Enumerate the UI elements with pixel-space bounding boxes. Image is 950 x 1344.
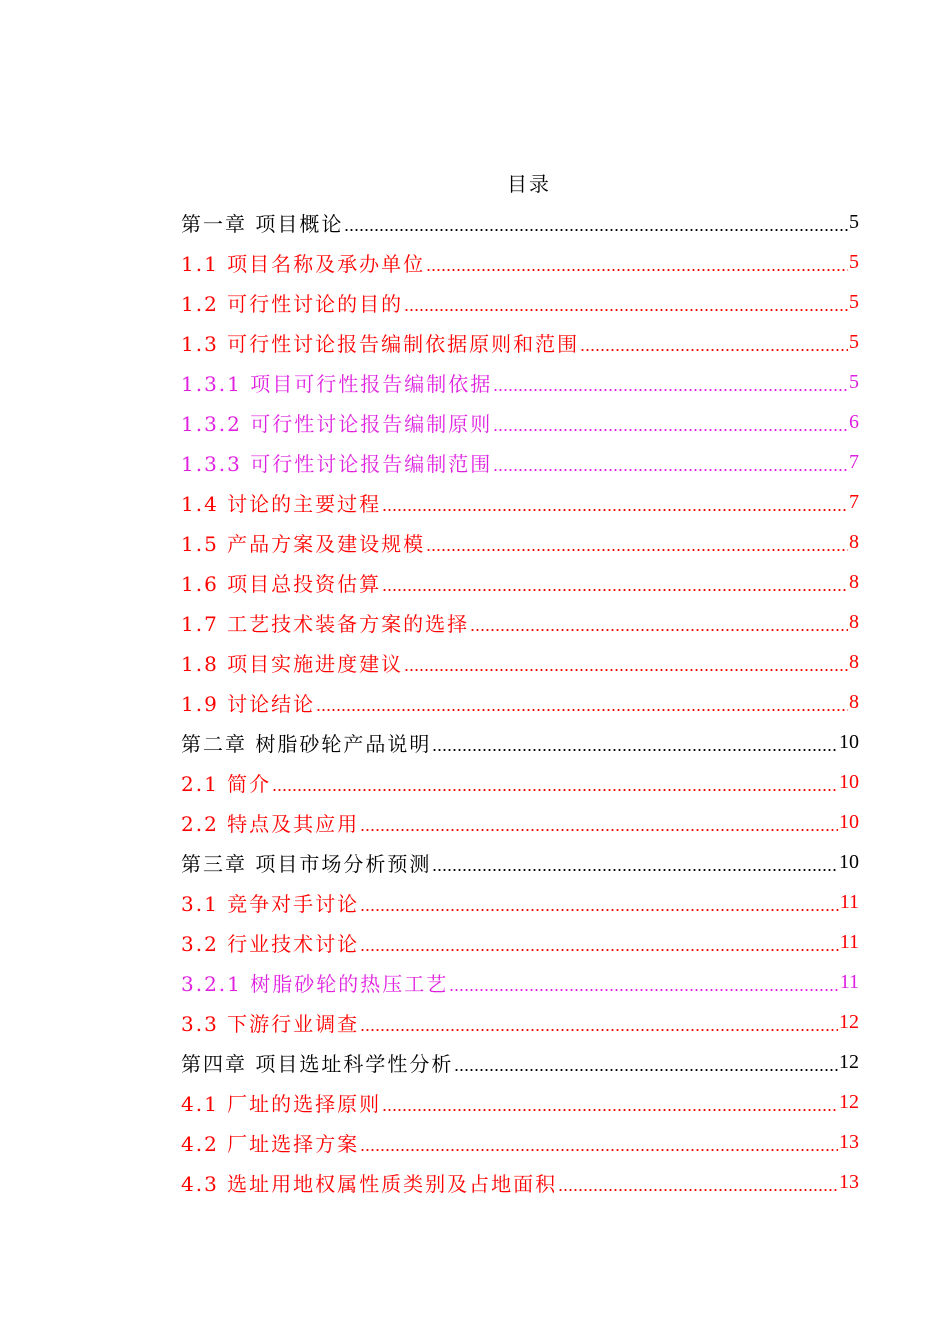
toc-dot-leader [432,732,838,752]
toc-dot-leader [426,252,848,272]
toc-entry[interactable] [181,562,859,602]
toc-page-number: 12 [839,1010,859,1033]
toc-page-number: 8 [849,610,859,633]
toc-entry-label: 4.3 选址用地权属性质类别及占地面积 [181,1171,558,1196]
toc-entry[interactable] [181,682,859,722]
toc-dot-leader [360,1132,838,1152]
toc-entry[interactable] [181,1042,859,1082]
table-of-contents [181,202,859,1202]
toc-entry[interactable] [181,522,859,562]
toc-dot-leader [404,292,848,312]
toc-page-number: 8 [849,570,859,593]
toc-page-number: 5 [849,330,859,353]
toc-dot-leader [432,852,838,872]
toc-entry[interactable] [181,282,859,322]
toc-entry[interactable] [181,962,859,1002]
toc-entry-label: 1.3 可行性讨论报告编制依据原则和范围 [181,331,580,356]
toc-entry-label: 4.1 厂址的选择原则 [181,1091,382,1116]
toc-page-number: 5 [849,250,859,273]
toc-entry[interactable] [181,722,859,762]
toc-page-number: 11 [839,890,859,913]
toc-entry[interactable] [181,802,859,842]
toc-entry-label: 3.2 行业技术讨论 [181,931,360,956]
toc-entry[interactable] [181,482,859,522]
toc-dot-leader [454,1052,838,1072]
toc-entry[interactable] [181,1162,859,1202]
toc-dot-leader [272,772,838,792]
toc-title: 目录 [507,172,551,196]
toc-entry[interactable] [181,762,859,802]
toc-page-number: 12 [839,1090,859,1113]
toc-entry-label: 3.1 竞争对手讨论 [181,891,360,916]
toc-dot-leader [360,1012,838,1032]
toc-entry-label: 第四章 项目选址科学性分析 [181,1051,454,1076]
toc-entry-label: 2.1 简介 [181,771,272,796]
toc-page-number: 5 [849,210,859,233]
toc-page-number: 11 [839,970,859,993]
toc-entry-label: 3.3 下游行业调查 [181,1011,360,1036]
toc-entry-label: 1.3.2 可行性讨论报告编制原则 [181,411,493,436]
toc-page-number: 5 [849,370,859,393]
toc-entry[interactable] [181,1002,859,1042]
toc-dot-leader [449,972,838,992]
toc-entry[interactable] [181,202,859,242]
toc-dot-leader [344,212,848,232]
toc-page-number: 8 [849,530,859,553]
toc-entry-label: 3.2.1 树脂砂轮的热压工艺 [181,971,449,996]
toc-entry[interactable] [181,442,859,482]
toc-entry-label: 1.4 讨论的主要过程 [181,491,382,516]
toc-dot-leader [360,812,838,832]
toc-entry-label: 1.6 项目总投资估算 [181,571,382,596]
toc-page-number: 8 [849,690,859,713]
toc-entry-label: 2.2 特点及其应用 [181,811,360,836]
toc-dot-leader [316,692,848,712]
toc-dot-leader [558,1172,838,1192]
toc-entry-label: 1.9 讨论结论 [181,691,316,716]
toc-entry-label: 1.3.1 项目可行性报告编制依据 [181,371,493,396]
toc-dot-leader [382,572,848,592]
toc-dot-leader [404,652,848,672]
toc-entry[interactable] [181,842,859,882]
toc-entry-label: 1.7 工艺技术装备方案的选择 [181,611,470,636]
toc-entry-label: 第一章 项目概论 [181,211,344,236]
toc-entry[interactable] [181,322,859,362]
toc-dot-leader [493,372,848,392]
toc-entry-label: 第三章 项目市场分析预测 [181,851,432,876]
toc-dot-leader [493,452,848,472]
toc-entry[interactable] [181,922,859,962]
toc-entry[interactable] [181,362,859,402]
toc-page-number: 7 [849,450,859,473]
toc-dot-leader [382,492,848,512]
toc-page-number: 10 [839,810,859,833]
toc-page-number: 13 [839,1130,859,1153]
toc-page-number: 11 [839,930,859,953]
toc-dot-leader [382,1092,838,1112]
toc-entry[interactable] [181,602,859,642]
toc-page-number: 5 [849,290,859,313]
toc-entry[interactable] [181,1122,859,1162]
toc-dot-leader [426,532,848,552]
toc-entry-label: 1.3.3 可行性讨论报告编制范围 [181,451,493,476]
toc-entry[interactable] [181,402,859,442]
toc-dot-leader [470,612,848,632]
toc-entry[interactable] [181,882,859,922]
toc-entry-label: 1.8 项目实施进度建议 [181,651,404,676]
toc-page-number: 6 [849,410,859,433]
toc-page-number: 10 [839,850,859,873]
toc-page-number: 10 [839,770,859,793]
toc-entry-label: 第二章 树脂砂轮产品说明 [181,731,432,756]
toc-dot-leader [360,892,839,912]
toc-entry-label: 1.5 产品方案及建设规模 [181,531,426,556]
toc-entry-label: 1.2 可行性讨论的目的 [181,291,404,316]
toc-dot-leader [360,932,839,952]
toc-entry-label: 1.1 项目名称及承办单位 [181,251,426,276]
toc-page-number: 8 [849,650,859,673]
toc-page-number: 10 [839,730,859,753]
toc-entry[interactable] [181,642,859,682]
toc-page-number: 12 [839,1050,859,1073]
toc-dot-leader [580,332,848,352]
toc-entry-label: 4.2 厂址选择方案 [181,1131,360,1156]
toc-page-number: 13 [839,1170,859,1193]
toc-entry[interactable] [181,242,859,282]
toc-dot-leader [493,412,848,432]
toc-entry[interactable] [181,1082,859,1122]
toc-page-number: 7 [849,490,859,513]
